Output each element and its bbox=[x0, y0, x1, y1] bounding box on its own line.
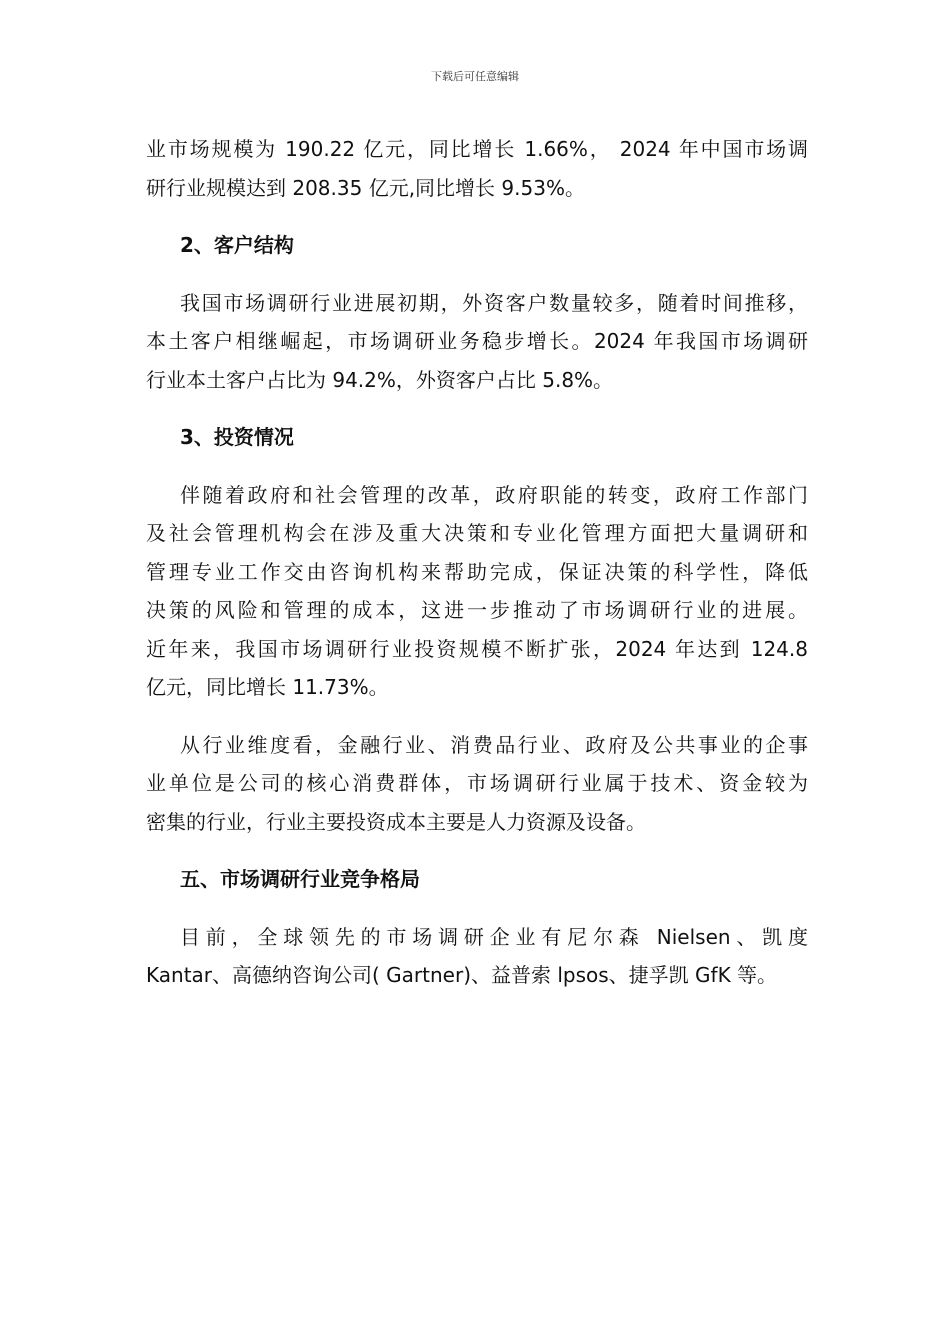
paragraph-line: 行业本土客户占比为 94.2%，外资客户占比 5.8%。 bbox=[146, 367, 614, 392]
paragraph-customer-structure bbox=[146, 284, 808, 400]
paragraph-line: 密集的行业，行业主要投资成本主要是人力资源及设备。 bbox=[146, 809, 646, 834]
paragraph-line: 我国市场调研行业进展初期，外资客户数量较多，随着时间推移， bbox=[180, 290, 808, 315]
paragraph-line: 亿元，同比增长 11.73%。 bbox=[146, 675, 389, 699]
section-heading-investment: 3、投资情况 bbox=[180, 425, 294, 449]
section-heading-customer-structure: 2、客户结构 bbox=[180, 233, 294, 257]
paragraph-industry-dimension bbox=[146, 726, 808, 842]
paragraph-investment bbox=[146, 476, 808, 707]
paragraph-line: 伴随着政府和社会管理的改革，政府职能的转变，政府工作部门 bbox=[180, 482, 808, 507]
paragraph-line: 研行业规模达到 208.35 亿元,同比增长 9.53%。 bbox=[146, 175, 585, 200]
paragraph-line: Kantar、高德纳咨询公司( Gartner)、益普索 lpsos、捷孚凯 GfK 等。 bbox=[146, 963, 778, 987]
paragraph-line: 决策的风险和管理的成本，这进一步推动了市场调研行业的进展。 bbox=[146, 598, 808, 622]
paragraph-line: 管理专业工作交由咨询机构来帮助完成，保证决策的科学性，降低 bbox=[146, 559, 808, 584]
paragraph-line: 从行业维度看，金融行业、消费品行业、政府及公共事业的企事 bbox=[180, 732, 808, 757]
paragraph-line: 业单位是公司的核心消费群体，市场调研行业属于技术、资金较为 bbox=[146, 771, 808, 795]
paragraph-line: 业市场规模为 190.22 亿元，同比增长 1.66%， 2024 年中国市场调 bbox=[146, 137, 808, 161]
page-header: 下载后可任意编辑 bbox=[431, 70, 519, 83]
paragraph-line: 本土客户相继崛起，市场调研业务稳步增长。2024 年我国市场调研 bbox=[146, 329, 808, 353]
paragraph-line: 近年来，我国市场调研行业投资规模不断扩张，2024 年达到 124.8 bbox=[146, 636, 808, 661]
paragraph-market-size bbox=[146, 130, 808, 207]
paragraph-line: 及社会管理机构会在涉及重大决策和专业化管理方面把大量调研和 bbox=[146, 521, 808, 545]
section-heading-competition: 五、市场调研行业竞争格局 bbox=[180, 867, 420, 891]
paragraph-line: 目前，全球领先的市场调研企业有尼尔森 Nielsen、凯度 bbox=[180, 924, 808, 949]
document-body bbox=[146, 130, 808, 995]
paragraph-competition bbox=[146, 918, 808, 995]
